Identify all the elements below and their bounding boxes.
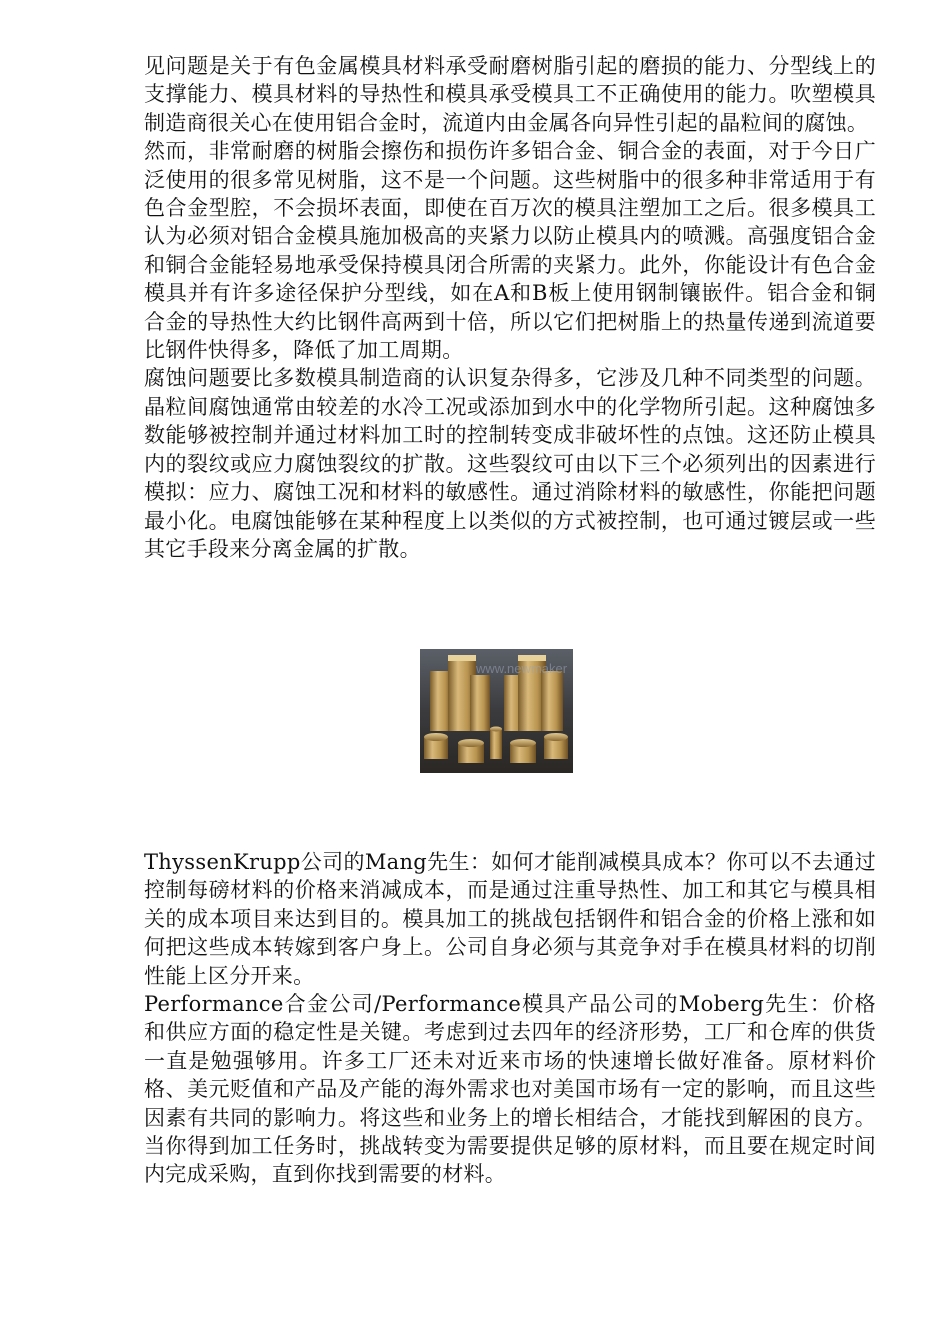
paragraph-corrosion: 腐蚀问题要比多数模具制造商的认识复杂得多，它涉及几种不同类型的问题。晶粒间腐蚀通常由较差的水冷工况或添加到水中的化学物所引起。这种腐蚀多数能够被控制并通过材料加工时的控制转变成非破坏性的点蚀。这还防止模具内的裂纹或应力腐蚀裂纹的扩散。这些裂纹可由以下三个必须列出的因素进行模拟：应力、腐蚀工况和材料的敏感性。通过消除材料的敏感性，你能把问题最小化。电腐蚀能够在某种程度上以类似的方式被控制，也可通过镀层或一些其它手段来分离金属的扩散。	[144, 366, 876, 561]
photo-watermark: www.newmaker	[476, 661, 568, 676]
mold-parts-illustration	[420, 649, 573, 773]
paragraph-moberg-quote: Performance合金公司/Performance模具产品公司的Moberg先生：价格和供应方面的稳定性是关键。考虑到过去四年的经济形势，工厂和仓库的供货一直是勉强够用。许多工厂还未对近来市场的快速增长做好准备。原材料价格、美元贬值和产品及产能的海外需求也对美国市场有一定的影响，而且这些因素有共同的影响力。将这些和业务上的增长相结合，才能找到解困的良方。当你得到加工任务时，挑战转变为需要提供足够的原材料，而且要在规定时间内完成采购，直到你找到需要的材料。	[144, 992, 876, 1187]
paragraph-resin-wear: 然而，非常耐磨的树脂会擦伤和损伤许多铝合金、铜合金的表面，对于今日广泛使用的很多常见树脂，这不是一个问题。这些树脂中的很多种非常适用于有色合金型腔，不会损坏表面，即使在百万次的模具注塑加工之后。很多模具工认为必须对铝合金模具施加极高的夹紧力以防止模具内的喷溅。高强度铝合金和铜合金能轻易地承受保持模具闭合所需的夹紧力。此外，你能设计有色合金模具并有许多途径保护分型线，如在A和B板上使用钢制镶嵌件。铝合金和铜合金的导热性大约比钢件高两到十倍，所以它们把树脂上的热量传递到流道要比钢件快得多，降低了加工周期。	[144, 139, 876, 363]
text-section-one	[144, 52, 876, 563]
paragraph-intro: 见问题是关于有色金属模具材料承受耐磨树脂引起的磨损的能力、分型线上的支撑能力、模具材料的导热性和模具承受模具工不正确使用的能力。吹塑模具制造商很关心在使用铝合金时，流道内由金属各向异性引起的晶粒间的腐蚀。	[144, 54, 876, 135]
mold-parts-photo	[420, 649, 573, 773]
text-section-two	[144, 848, 876, 1189]
paragraph-mang-quote: ThyssenKrupp公司的Mang先生：如何才能削减模具成本？你可以不去通过控制每磅材料的价格来消减成本，而是通过注重导热性、加工和其它与模具相关的成本项目来达到目的。模具加工的挑战包括钢件和铝合金的价格上涨和如何把这些成本转嫁到客户身上。公司自身必须与其竞争对手在模具材料的切削性能上区分开来。	[144, 850, 876, 988]
